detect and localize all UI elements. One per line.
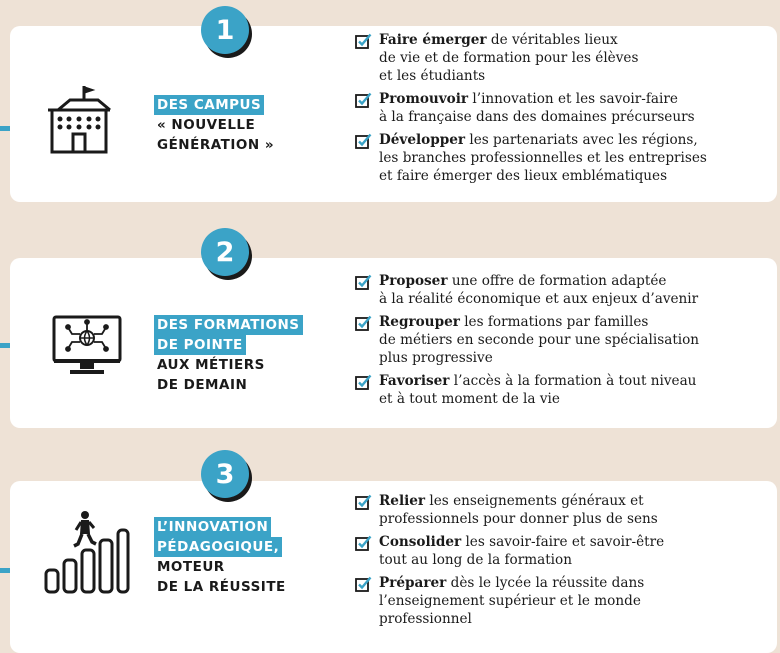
title-highlight-line: DES CAMPUS [154,95,264,115]
block-number-badge: 2 [201,228,249,276]
checkbox-checked-icon [355,535,372,552]
person-climbing-bars-icon [44,510,130,598]
list-item: Relier les enseignements généraux et professionnels pour donner plus de sens [355,492,664,528]
title-highlight-line: DES FORMATIONS [154,315,303,335]
points-list [355,31,707,190]
title-line: AUX MÉTIERS [157,357,265,373]
block-title [154,95,277,155]
block-title [154,517,289,597]
points-list [355,272,699,413]
computer-monitor-icon [52,315,122,381]
title-highlight-line: PÉDAGOGIQUE, [154,537,282,557]
list-item: Favoriser l’accès à la formation à tout niveau et à tout moment de la vie [355,372,699,408]
title-line: DE LA RÉUSSITE [157,579,286,595]
points-list [355,492,664,633]
list-item: Regrouper les formations par familles de métiers en seconde pour une spécialisation plus progressive [355,313,699,367]
title-line: GÉNÉRATION » [157,137,275,153]
block-number-badge: 3 [201,450,249,498]
list-item: Consolider les savoir-faire et savoir-être tout au long de la formation [355,533,664,569]
block-number-badge: 1 [201,6,249,54]
list-item: Faire émerger de véritables lieux de vie et de formation pour les élèves et les étudiants [355,31,707,85]
title-line: « NOUVELLE [157,117,256,133]
checkbox-checked-icon [355,92,372,109]
block-title [154,315,303,395]
list-item: Promouvoir l’innovation et les savoir-faire à la française dans des domaines précurseurs [355,90,707,126]
checkbox-checked-icon [355,274,372,291]
checkbox-checked-icon [355,33,372,50]
title-line: DE DEMAIN [157,377,248,393]
title-highlight-line: L’INNOVATION [154,517,271,537]
title-highlight-line: DE POINTE [154,335,246,355]
checkbox-checked-icon [355,576,372,593]
checkbox-checked-icon [355,315,372,332]
checkbox-checked-icon [355,133,372,150]
list-item: Préparer dès le lycée la réussite dans l’enseignement supérieur et le monde professionnel [355,574,664,628]
checkbox-checked-icon [355,494,372,511]
checkbox-checked-icon [355,374,372,391]
title-line: MOTEUR [157,559,225,575]
list-item: Proposer une offre de formation adaptée à la réalité économique et aux enjeux d’avenir [355,272,699,308]
school-building-icon [46,84,112,160]
list-item: Développer les partenariats avec les régions, les branches professionnelles et les entreprises et faire émerger des lieux emblématiques [355,131,707,185]
